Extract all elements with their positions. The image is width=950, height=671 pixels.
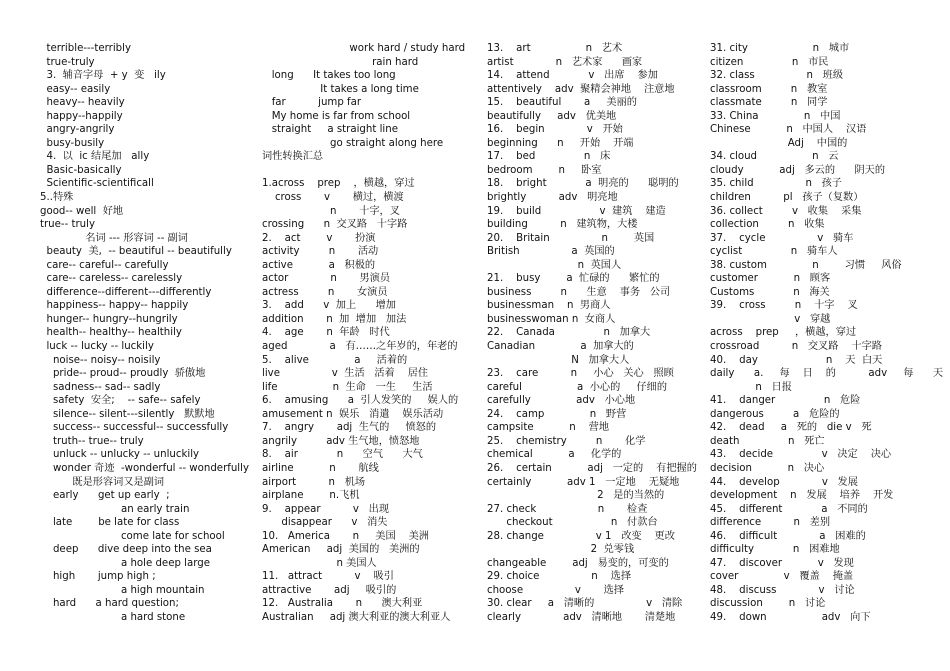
column-4: [710, 42, 944, 625]
text-line: 22. Canada n 加拿大: [487, 327, 651, 339]
text-line: difference--different---differently: [40, 286, 212, 298]
text-line: terrible---terribly: [40, 43, 131, 54]
text-line: long It takes too long: [262, 70, 396, 82]
text-line: sadness-- sad-- sadly: [40, 381, 161, 393]
text-line: cross v 横过，横渡: [262, 192, 404, 204]
text-line: attractive adj 吸引的: [262, 584, 397, 596]
text-line: rain hard: [262, 56, 419, 68]
text-line: Australian adj 澳大利亚的澳大利亚人: [262, 611, 451, 623]
text-line: n 十字，叉: [262, 205, 400, 217]
text-line: [262, 164, 472, 178]
text-line: across prep ，横越，穿过: [710, 327, 857, 339]
text-line: 40. day n 天 白天: [710, 354, 883, 366]
text-line: Basic-basically: [40, 164, 122, 176]
text-line: Chinese n 中国人 汉语: [710, 124, 867, 136]
text-line: 48. discuss v 讨论: [710, 584, 855, 596]
text-line: crossroad n 交叉路 十字路: [710, 341, 882, 353]
text-line: 7. angry adj 生气的 愤怒的: [262, 422, 437, 434]
text-line: an early train: [40, 503, 190, 515]
text-line: 27. check n 检查: [487, 503, 648, 515]
text-line: decision n 决心: [710, 462, 825, 474]
text-line: 42. dead a 死的 die v 死: [710, 422, 872, 434]
text-line: 名词 --- 形容词 -- 副词: [40, 232, 188, 244]
text-line: happy--happily: [40, 110, 123, 122]
text-line: Adj 中国的: [710, 137, 848, 149]
text-line: heavy-- heavily: [40, 97, 125, 109]
text-line: 38. custom n 习惯 风俗: [710, 259, 902, 271]
text-line: 49. down adv 向下: [710, 611, 871, 623]
text-line: unluck -- unlucky -- unluckily: [40, 449, 200, 461]
text-line: addition n 加 增加 加法: [262, 313, 407, 325]
text-line: amusement n 娱乐 消遣 娱乐活动: [262, 408, 444, 420]
text-line: angry-angrily: [40, 124, 115, 136]
text-line: far jump far: [262, 97, 362, 109]
text-line: true-truly: [40, 56, 95, 68]
text-line: a hard stone: [40, 611, 186, 623]
text-line: 45. different a 不同的: [710, 503, 868, 515]
text-line: 20. Britain n 英国: [487, 232, 655, 244]
text-line: My home is far from school: [262, 110, 411, 122]
text-line: hunger-- hungry--hungrily: [40, 313, 178, 325]
text-line: good-- well 好地: [40, 205, 124, 217]
text-line: business n 生意 事务 公司: [487, 286, 671, 298]
text-line: v 穿越: [710, 313, 831, 325]
text-line: children pl 孩子（复数）: [710, 192, 864, 204]
text-line: luck -- lucky -- luckily: [40, 341, 154, 353]
text-line: 47. discover v 发现: [710, 557, 854, 569]
text-line: checkout n 付款台: [487, 517, 658, 529]
text-line: safety 安全; -- safe-- safely: [40, 395, 201, 407]
text-line: chemical a 化学的: [487, 449, 622, 461]
text-line: 2. act v 扮演: [262, 232, 376, 244]
text-line: late be late for class: [40, 517, 180, 529]
text-line: aged a 有……之年岁的，年老的: [262, 341, 458, 353]
text-line: cloudy adj 多云的 阴天的: [710, 164, 886, 176]
text-line: 43. decide v 决定 决心: [710, 449, 892, 461]
text-line: attentively adv 聚精会神地 注意地: [487, 83, 675, 95]
text-line: clearly adv 清晰地 清楚地: [487, 611, 676, 623]
text-line: American adj 美国的 美洲的: [262, 544, 420, 556]
text-line: 2 兑零钱: [487, 544, 635, 556]
text-line: a high mountain: [40, 584, 205, 596]
text-line: busy-busily: [40, 137, 105, 149]
column-2: [262, 42, 472, 625]
text-line: actress n 女演员: [262, 286, 388, 298]
text-line: discussion n 讨论: [710, 598, 826, 610]
text-line: 19. build v 建筑 建造: [487, 205, 666, 217]
text-line: cyclist n 骑车人: [710, 246, 838, 258]
text-line: 5..特殊: [40, 192, 74, 204]
text-line: campsite n 营地: [487, 422, 610, 434]
text-line: 46. difficult a 困难的: [710, 530, 866, 542]
text-line: deep dive deep into the sea: [40, 544, 212, 556]
text-line: 29. choice n 选择: [487, 571, 632, 583]
text-line: 32. class n 班级: [710, 70, 844, 82]
text-line: 既是形容词又是副词: [40, 476, 165, 488]
text-line: active a 积极的: [262, 259, 376, 271]
text-line: airport n 机场: [262, 476, 366, 488]
text-line: 词性转换汇总: [262, 151, 324, 163]
text-line: a hole deep large: [40, 557, 210, 569]
text-line: daily a. 每 日 的 adv 每 天: [710, 368, 944, 380]
text-line: airline n 航线: [262, 462, 379, 474]
text-line: easy-- easily: [40, 83, 111, 95]
text-line: citizen n 市民: [710, 56, 829, 68]
text-line: 13. art n 艺术: [487, 43, 623, 54]
text-line: airplane n.飞机: [262, 490, 360, 502]
text-line: 33. China n 中国: [710, 110, 841, 122]
text-line: bedroom n 卧室: [487, 164, 602, 176]
text-line: difficulty n 困难地: [710, 544, 840, 556]
text-line: 8. air n 空气 大气: [262, 449, 423, 461]
text-line: 6. amusing a 引人发笑的 娱人的: [262, 395, 459, 407]
text-line: wonder 奇迹 -wonderful -- wonderfully: [40, 462, 249, 474]
text-line: 41. danger n 危险: [710, 395, 861, 407]
text-line: building n 建筑物，大楼: [487, 219, 638, 231]
text-line: 3. 辅音字母 + y 变 ily: [40, 70, 166, 82]
text-line: careful a 小心的 仔细的: [487, 381, 668, 393]
text-line: 3. add v 加上 增加: [262, 300, 396, 312]
text-line: care-- careful-- carefully: [40, 259, 169, 271]
text-line: disappear v 消失: [262, 517, 388, 529]
text-line: 16. begin v 开始: [487, 124, 623, 136]
text-line: certainly adv 1 一定地 无疑地: [487, 476, 680, 488]
text-line: artist n 艺术家 画家: [487, 56, 643, 68]
text-line: 25. chemistry n 化学: [487, 435, 646, 447]
text-line: death n 死亡: [710, 435, 825, 447]
text-line: 44. develop v 发展: [710, 476, 858, 488]
text-line: 4. age n 年龄 时代: [262, 327, 390, 339]
text-line: high jump high ;: [40, 571, 156, 583]
text-line: dangerous a 危险的: [710, 408, 840, 420]
text-line: 10. America n 美国 美洲: [262, 530, 429, 542]
text-line: care-- careless-- carelessly: [40, 273, 183, 285]
text-line: n 英国人: [487, 259, 622, 271]
text-line: 31. city n 城市: [710, 43, 850, 54]
text-line: come late for school: [40, 530, 225, 542]
text-line: collection n 收集: [710, 219, 825, 231]
text-line: development n 发展 培养 开发: [710, 490, 894, 502]
text-line: early get up early ;: [40, 490, 170, 502]
text-line: beginning n 开始 开端: [487, 137, 634, 149]
text-line: n 美国人: [262, 557, 377, 569]
text-line: 21. busy a 忙碌的 繁忙的: [487, 273, 660, 285]
text-line: changeable adj 易变的，可变的: [487, 557, 669, 569]
text-line: 11. attract v 吸引: [262, 571, 394, 583]
text-line: carefully adv 小心地: [487, 395, 636, 407]
text-line: true-- truly: [40, 219, 95, 231]
text-line: 14. attend v 出席 参加: [487, 70, 658, 82]
text-line: life n 生命 一生 生活: [262, 381, 433, 393]
text-line: angrily adv 生气地，愤怒地: [262, 435, 420, 447]
text-line: Scientific-scientificall: [40, 178, 154, 190]
text-line: classmate n 同学: [710, 97, 828, 109]
text-line: 36. collect v 收集 采集: [710, 205, 862, 217]
text-line: crossing n 交叉路 十字路: [262, 219, 408, 231]
text-line: 4. 以 ic 结尾加 ally: [40, 151, 150, 163]
column-3: [487, 42, 697, 625]
text-line: 28. change v 1 改变 更改: [487, 530, 675, 542]
text-line: actor n 男演员: [262, 273, 391, 285]
text-line: Canadian a 加拿大的: [487, 341, 634, 353]
text-line: businesswoman n 女商人: [487, 313, 616, 325]
text-line: 39. cross n 十字 叉: [710, 300, 858, 312]
text-line: brightly adv 明亮地: [487, 192, 618, 204]
text-line: beauty 美, -- beautiful -- beautifully: [40, 246, 232, 258]
text-line: happiness-- happy-- happily: [40, 300, 189, 312]
text-line: classroom n 教室: [710, 83, 828, 95]
text-line: hard a hard question;: [40, 598, 179, 610]
text-line: 24. camp n 野营: [487, 408, 627, 420]
text-line: silence-- silent---silently 默默地: [40, 408, 215, 420]
text-line: health-- healthy-- healthily: [40, 327, 182, 339]
text-line: go straight along here: [262, 137, 444, 149]
text-line: n 日报: [710, 381, 792, 393]
text-line: difference n 差别: [710, 517, 831, 529]
text-line: 2 是的当然的: [487, 490, 665, 502]
text-line: straight a straight line: [262, 124, 398, 136]
text-line: British a 英国的: [487, 246, 615, 258]
text-line: Customs n 海关: [710, 286, 830, 298]
text-line: 1.across prep ，横越，穿过: [262, 178, 415, 190]
text-line: N 加拿大人: [487, 354, 630, 366]
text-line: It takes a long time: [262, 83, 419, 95]
text-line: 12. Australia n 澳大利亚: [262, 598, 423, 610]
text-line: live v 生活 活着 居住: [262, 368, 429, 380]
text-line: beautifully adv 优美地: [487, 110, 617, 122]
column-1: [40, 42, 249, 625]
text-line: businessman n 男商人: [487, 300, 611, 312]
text-line: 18. bright a 明亮的 聪明的: [487, 178, 679, 190]
text-line: 23. care n 小心 关心 照顾: [487, 368, 674, 380]
text-line: choose v 选择: [487, 584, 624, 596]
text-line: 26. certain adj 一定的 有把握的: [487, 462, 697, 474]
text-line: 9. appear v 出现: [262, 503, 390, 515]
text-line: customer n 顾客: [710, 273, 831, 285]
text-line: 30. clear a 清晰的 v 清除: [487, 598, 683, 610]
text-line: 34. cloud n 云: [710, 151, 839, 163]
text-line: cover v 覆盖 掩盖: [710, 571, 854, 583]
text-line: 17. bed n 床: [487, 151, 611, 163]
text-line: truth-- true-- truly: [40, 435, 144, 447]
text-line: 5. alive a 活着的: [262, 354, 408, 366]
text-line: success-- successful-- successfully: [40, 422, 229, 434]
text-line: work hard / study hard: [262, 43, 466, 54]
text-line: noise-- noisy-- noisily: [40, 354, 161, 366]
text-line: pride-- proud-- proudly 骄傲地: [40, 368, 206, 380]
text-line: 15. beautiful a 美丽的: [487, 97, 637, 109]
text-line: activity n 活动: [262, 246, 379, 258]
text-line: 35. child n 孩子: [710, 178, 842, 190]
text-line: 37. cycle v 骑车: [710, 232, 854, 244]
